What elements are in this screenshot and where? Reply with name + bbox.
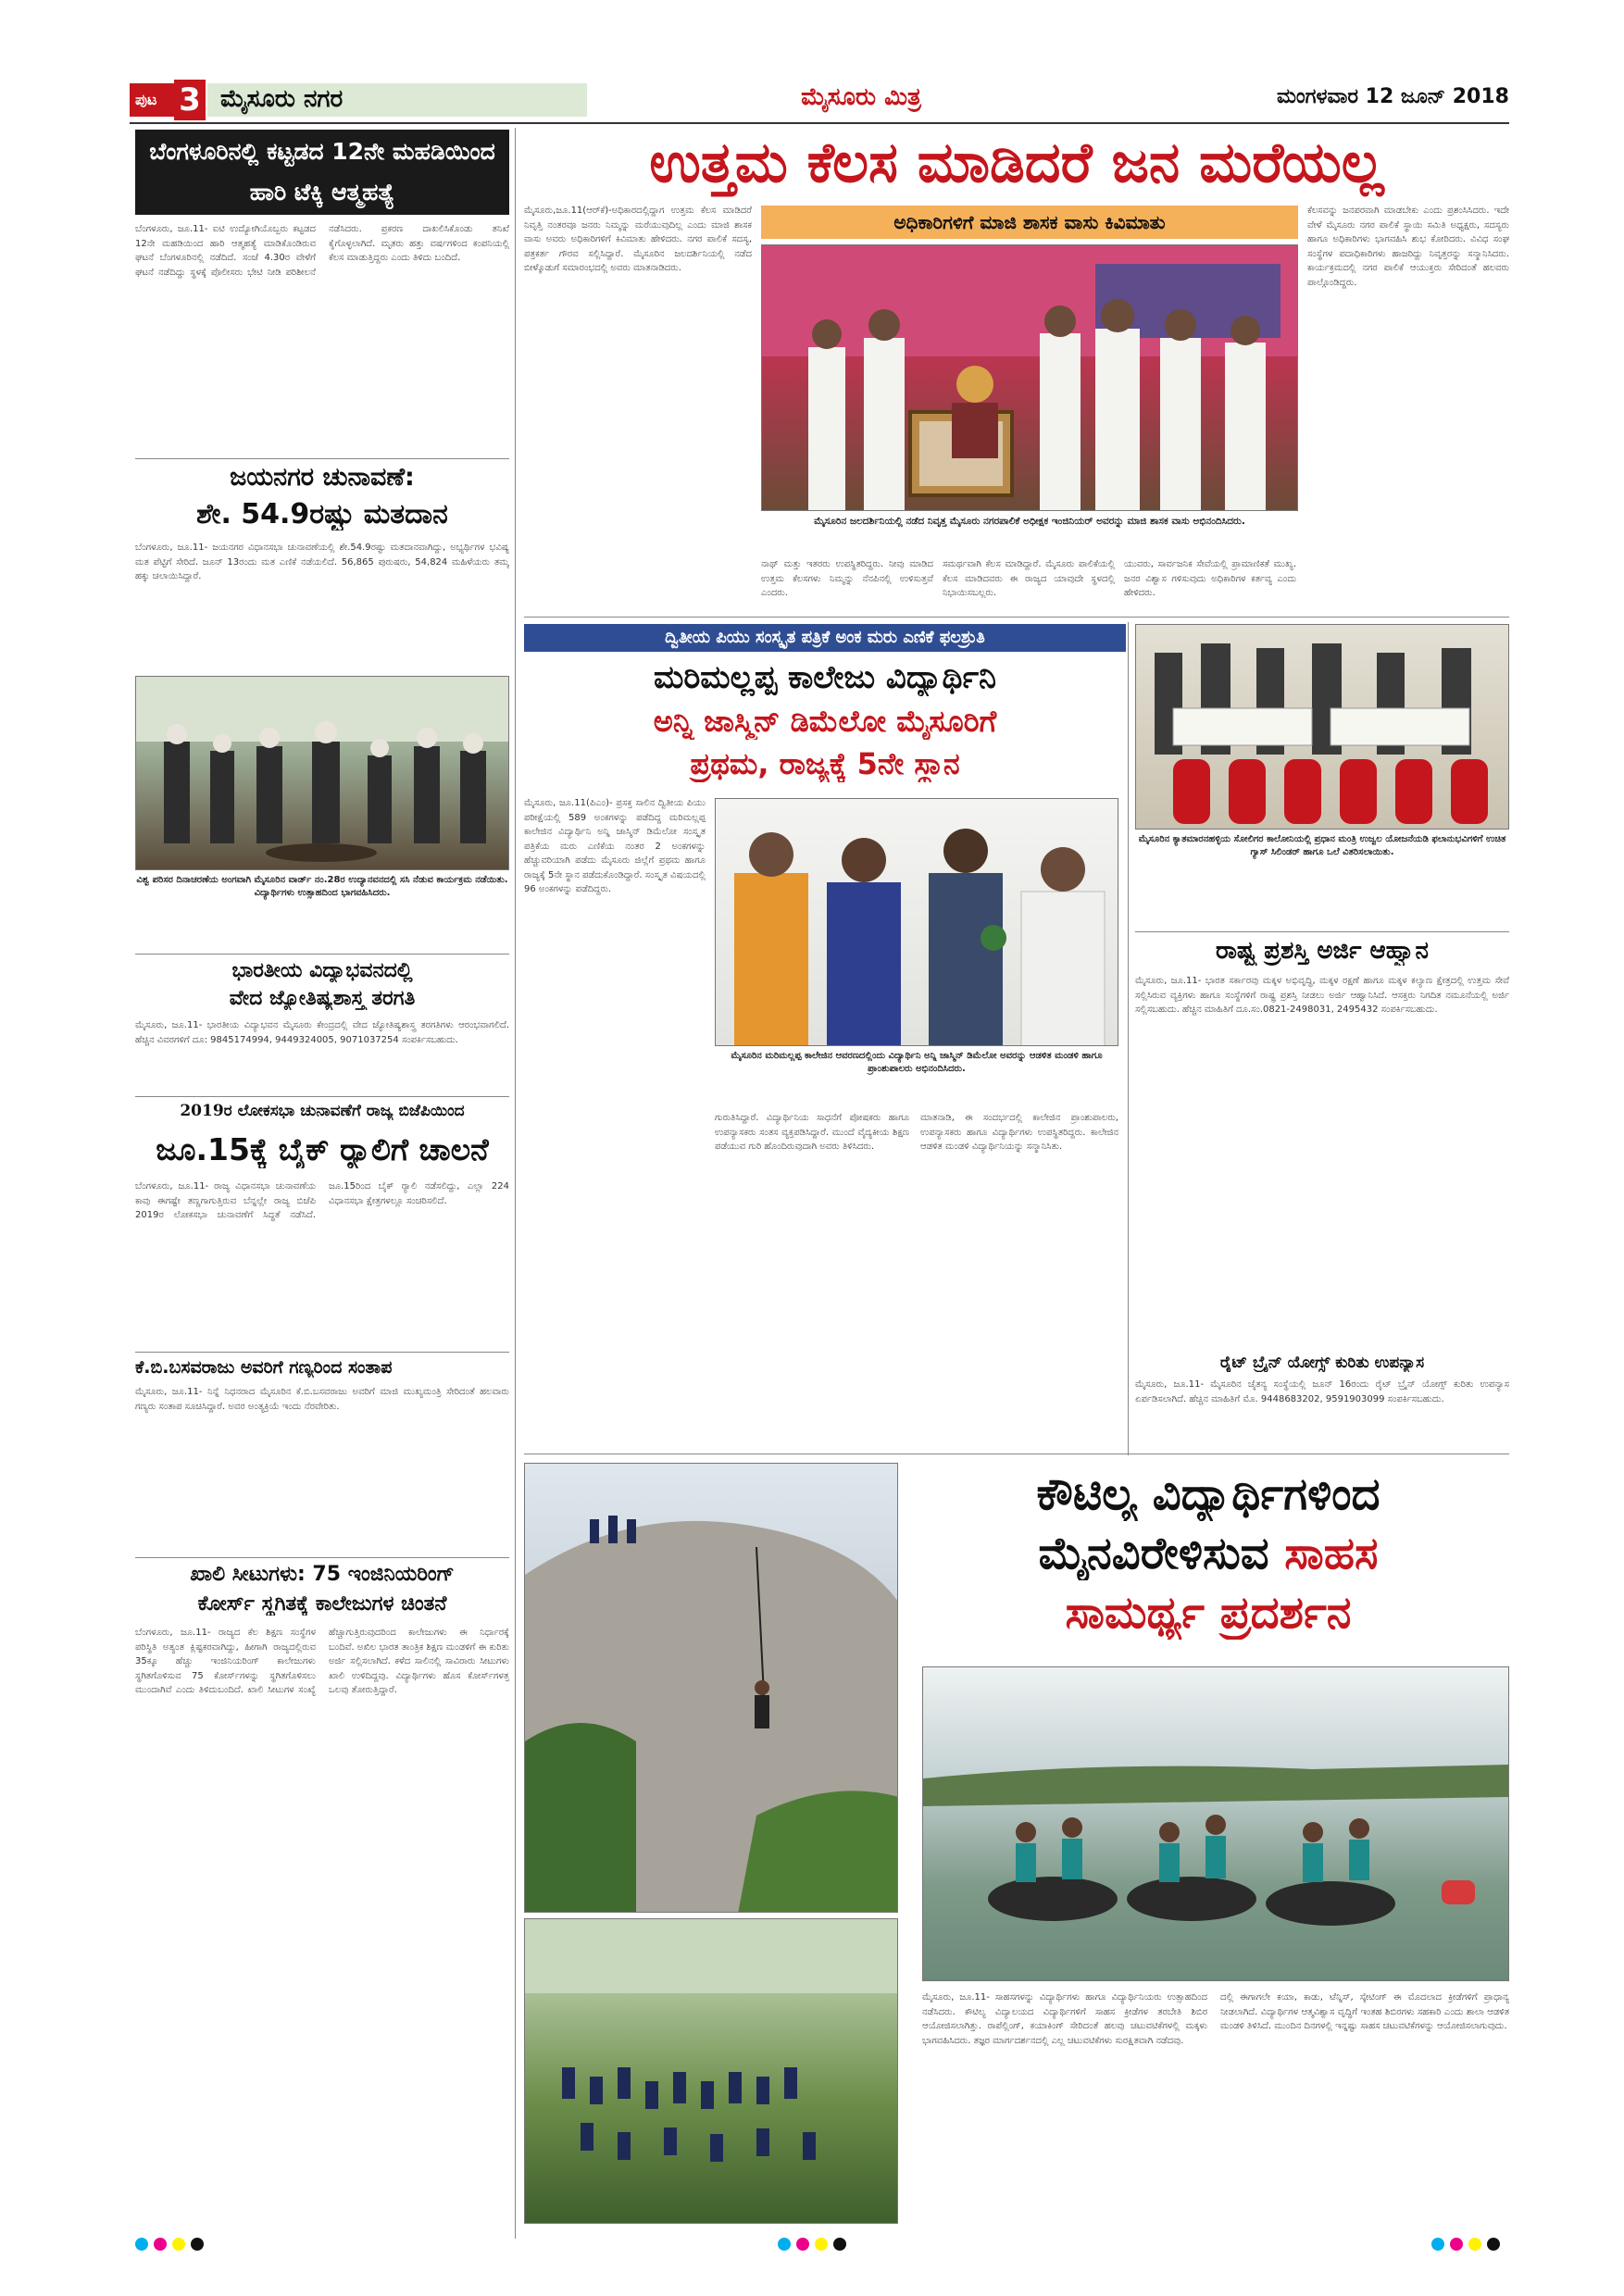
registration-marks-right xyxy=(1431,2237,1524,2255)
story5-rule xyxy=(135,1557,509,1558)
gas-cylinder-caption: ಮೈಸೂರಿನ ಕ್ಯಾತಮಾರನಹಳ್ಳಿಯ ಸೋಲಿಗರ ಕಾಲೋನಿಯಲ್ಲಿ ಪ್ರಧಾನ ಮಂತ್ರಿ ಉಜ್ವಲ ಯೋಜನೆಯಡಿ ಫಲಾನುಭವಿಗಳಿಗೆ ಉಚಿತ ಗ್ಯಾಸ್ ಸಿಲಿಂಡರ್ ಹಾಗೂ ಒಲೆ ವಿತರಿಸಲಾಯಿತು. xyxy=(1138,834,1506,857)
story6-headline-line2: ಕೋರ್ಸ್ ಸ್ಥಗಿತಕ್ಕೆ ಕಾಲೇಜುಗಳ ಚಿಂತನೆ xyxy=(197,1592,447,1616)
tree-planting-caption: ವಿಶ್ವ ಪರಿಸರ ದಿನಾಚರಣೆಯ ಅಂಗವಾಗಿ ಮೈಸೂರಿನ ವಾರ್ಡ್ ನಂ.28ರ ಉದ್ಯಾನವನದಲ್ಲಿ ಸಸಿ ನೆಡುವ ಕಾರ್ಯಕ್ರಮ ನಡೆಯಿತು. ವಿದ್ಯಾರ್ಥಿಗಳು ಉತ್ಸಾಹದಿಂದ ಭಾಗವಹಿಸಿದರು. xyxy=(136,875,508,898)
story2-headline-line2: ಶೇ. 54.9ರಷ್ಟು ಮತದಾನ xyxy=(196,498,448,530)
gas-story-rule xyxy=(1135,931,1509,932)
result-body-right: ಮಾತನಾಡಿ, ಈ ಸಂದರ್ಭದಲ್ಲಿ ಕಾಲೇಜಿನ ಪ್ರಾಂಶುಪಾಲರು, ಉಪನ್ಯಾಸಕರು ಹಾಗೂ ವಿದ್ಯಾರ್ಥಿಗಳು ಉಪಸ್ಥಿತರಿದ್ದರು. ಕಾಲೇಜಿನ ಆಡಳಿತ ಮಂಡಳಿ ವಿದ್ಯಾರ್ಥಿನಿಯನ್ನು ಸನ್ಮಾನಿಸಿತು. xyxy=(920,1113,1118,1152)
award-headline: ರಾಷ್ಟ್ರ ಪ್ರಶಸ್ತಿ ಅರ್ಜಿ ಆಹ್ವಾನ xyxy=(1215,937,1430,965)
story4-body: ಬೆಂಗಳೂರು, ಜೂ.11- ರಾಜ್ಯ ವಿಧಾನಸಭಾ ಚುನಾವಣೆಯ ಕಾವು ಈಗಷ್ಟೇ ತಣ್ಣಗಾಗುತ್ತಿರುವ ಬೆನ್ನಲ್ಲೇ ರಾಜ್ಯ ಬಿಜೆಪಿ 2019ರ ಲೋಕಸಭಾ ಚುನಾವಣೆಗೆ ಸಿದ್ಧತೆ ನಡೆಸಿದೆ. ಜೂ.15ರಿಂದ ಬೈಕ್ ರ‍್ಯಾಲಿ ನಡೆಸಲಿದ್ದು, ಎಲ್ಲಾ 224 ವಿಧಾನಸಭಾ ಕ್ಷೇತ್ರಗಳಲ್ಲೂ ಸಂಚರಿಸಲಿದೆ. xyxy=(135,1181,509,1220)
adventure-headline-line1: ಕೌಟಿಲ್ಯ ವಿದ್ಯಾರ್ಥಿಗಳಿಂದ xyxy=(1036,1468,1380,1520)
main-col4: ಯುವರು, ಸಾರ್ವಜನಿಕ ಸೇವೆಯಲ್ಲಿ ಪ್ರಾಮಾಣಿಕತೆ ಮುಖ್ಯ. ಜನರ ವಿಶ್ವಾಸ ಗಳಿಸುವುದು ಅಧಿಕಾರಿಗಳ ಕರ್ತವ್ಯ ಎಂದು ಹೇಳಿದರು. xyxy=(1124,559,1296,598)
story1-rule xyxy=(135,458,509,459)
story3-rule xyxy=(135,1096,509,1097)
story4-rule xyxy=(135,1352,509,1353)
story2-rule xyxy=(135,954,509,955)
main-story-rule xyxy=(524,617,1509,618)
award-sub-headline: ರೈಟ್ ಬ್ರೈನ್ ಯೋಗ್ಸ್ ಕುರಿತು ಉಪನ್ಯಾಸ xyxy=(1219,1354,1425,1372)
rock-rappelling-illustration xyxy=(525,1464,898,1913)
page-label: ಪುಟ xyxy=(135,91,157,108)
story2-headline-line1: ಜಯನಗರ ಚುನಾವಣೆ: xyxy=(230,463,415,492)
result-body-mid: ಗುರುತಿಸಿದ್ದಾರೆ. ವಿದ್ಯಾರ್ಥಿನಿಯ ಸಾಧನೆಗೆ ಪೋಷಕರು ಹಾಗೂ ಉಪನ್ಯಾಸಕರು ಸಂತಸ ವ್ಯಕ್ತಪಡಿಸಿದ್ದಾರೆ. ಮುಂದೆ ವೈದ್ಯಕೀಯ ಶಿಕ್ಷಣ ಪಡೆಯುವ ಗುರಿ ಹೊಂದಿರುವುದಾಗಿ ಅವರು ತಿಳಿಸಿದರು. xyxy=(715,1113,909,1152)
tree-planting-illustration xyxy=(136,677,509,870)
main-subhead: ಅಧಿಕಾರಿಗಳಿಗೆ ಮಾಜಿ ಶಾಸಕ ವಾಸು ಕಿವಿಮಾತು xyxy=(893,211,1166,233)
story4-headline: ಜೂ.15ಕ್ಕೆ ಬೈಕ್ ರ‍್ಯಾಲಿಗೆ ಚಾಲನೆ xyxy=(156,1131,489,1167)
story1-headline: ಬೆಂಗಳೂರಿನಲ್ಲಿ ಕಟ್ಟಡದ 12ನೇ ಮಹಡಿಯಿಂದ ಹಾರಿ ಟೆಕ್ಕಿ ಆತ್ಮಹತ್ಯೆ xyxy=(135,130,509,215)
student-felicitation-caption: ಮೈಸೂರಿನ ಮರಿಮಲ್ಲಪ್ಪ ಕಾಲೇಜಿನ ಆವರಣದಲ್ಲಿಂದು ವಿದ್ಯಾರ್ಥಿನಿ ಅನ್ನಿ ಜಾಸ್ಮಿನ್ ಡಿಮೆಲೋ ಅವರನ್ನು ಆಡಳಿತ ಮಂಡಳಿ ಹಾಗೂ ಪ್ರಾಂಶುಪಾಲರು ಅಭಿನಂದಿಸಿದರು. xyxy=(731,1051,1103,1074)
section-title: ಮೈಸೂರು ನಗರ xyxy=(220,85,344,113)
student-felicitation-photo xyxy=(715,798,1118,1046)
main-subhead-bar xyxy=(761,206,1298,239)
result-headline-line1: ಮರಿಮಲ್ಲಪ್ಪ ಕಾಲೇಜು ವಿದ್ಯಾರ್ಥಿನಿ xyxy=(654,659,996,696)
award-sub-body: ಮೈಸೂರು, ಜೂ.11- ಮೈಸೂರಿನ ಚೈತನ್ಯ ಸಂಸ್ಥೆಯಲ್ಲಿ ಜೂನ್ 16ರಂದು ರೈಟ್ ಬ್ರೈನ್ ಯೋಗ್ಸ್ ಕುರಿತು ಉಪನ್ಯಾಸ ಏರ್ಪಡಿಸಲಾಗಿದೆ. ಹೆಚ್ಚಿನ ಮಾಹಿತಿಗೆ ಮೊ. 9448683202, 9591903099 ಸಂಪರ್ಕಿಸಬಹುದು. xyxy=(1135,1379,1509,1404)
adventure-headline-line2 xyxy=(907,1528,1509,1580)
story3-headline-line2: ವೇದ ಜ್ಯೋತಿಷ್ಯಶಾಸ್ತ್ರ ತರಗತಿ xyxy=(229,987,416,1010)
adventure-body-left: ಮೈಸೂರು, ಜೂ.11- ಸಾಹಸಗಳನ್ನು ವಿದ್ಯಾರ್ಥಿಗಳು ಹಾಗೂ ವಿದ್ಯಾರ್ಥಿನಿಯರು ಉತ್ಸಾಹದಿಂದ ನಡೆಸಿದರು. ಕೌಟಿಲ್ಯ ವಿದ್ಯಾಲಯದ ವಿದ್ಯಾರ್ಥಿಗಳಿಗೆ ಸಾಹಸ ಕ್ರೀಡೆಗಳ ತರಬೇತಿ ಶಿಬಿರ ಆಯೋಜಿಸಲಾಗಿತ್ತು. ರಾಪೆಲ್ಲಿಂಗ್, ಕಯಾಕಿಂಗ್ ಸೇರಿದಂತೆ ಹಲವು ಚಟುವಟಿಕೆಗಳಲ್ಲಿ ಮಕ್ಕಳು ಭಾಗವಹಿಸಿದರು. ತಜ್ಞರ ಮಾರ್ಗದರ್ಶನದಲ್ಲಿ ಎಲ್ಲ ಚಟುವಟಿಕೆಗಳು ಸುರಕ್ಷಿತವಾಗಿ ನಡೆದವು. xyxy=(922,1992,1207,2046)
registration-marks-left xyxy=(135,2237,228,2255)
story4-kicker: 2019ರ ಲೋಕಸಭಾ ಚುನಾವಣೆಗೆ ರಾಜ್ಯ ಬಿಜೆಪಿಯಿಂದ xyxy=(180,1102,465,1120)
story3-body: ಮೈಸೂರು, ಜೂ.11- ಭಾರತೀಯ ವಿದ್ಯಾಭವನ ಮೈಸೂರು ಕೇಂದ್ರದಲ್ಲಿ ವೇದ ಜ್ಯೋತಿಷ್ಯಶಾಸ್ತ್ರ ತರಗತಿಗಳು ಆರಂಭವಾಗಲಿದೆ. ಹೆಚ್ಚಿನ ವಿವರಗಳಿಗೆ ದೂ: 9845174994, 9449324005, 9071037254 ಸಂಪರ್ಕಿಸಬಹುದು. xyxy=(135,1020,509,1045)
felicitation-illustration xyxy=(762,245,1298,511)
award-body: ಮೈಸೂರು, ಜೂ.11- ಭಾರತ ಸರ್ಕಾರವು ಮಕ್ಕಳ ಅಭಿವೃದ್ಧಿ, ಮಕ್ಕಳ ರಕ್ಷಣೆ ಹಾಗೂ ಮಕ್ಕಳ ಕಲ್ಯಾಣ ಕ್ಷೇತ್ರದಲ್ಲಿ ಉತ್ತಮ ಸೇವೆ ಸಲ್ಲಿಸಿರುವ ವ್ಯಕ್ತಿಗಳು ಹಾಗೂ ಸಂಸ್ಥೆಗಳಿಗೆ ರಾಷ್ಟ್ರ ಪ್ರಶಸ್ತಿ ನೀಡಲು ಅರ್ಜಿ ಆಹ್ವಾನಿಸಿದೆ. ಆಸಕ್ತರು ನಿಗದಿತ ನಮೂನೆಯಲ್ಲಿ ಅರ್ಜಿ ಸಲ್ಲಿಸಬಹುದು. ಹೆಚ್ಚಿನ ಮಾಹಿತಿಗೆ ದೂ.ಸಂ.0821-2498031, 2495432 ಸಂಪರ್ಕಿಸಬಹುದು. xyxy=(1135,976,1509,1015)
felicitation-caption: ಮೈಸೂರಿನ ಜಲದರ್ಶಿನಿಯಲ್ಲಿ ನಡೆದ ನಿವೃತ್ತ ಮೈಸೂರು ನಗರಪಾಲಿಕೆ ಅಧೀಕ್ಷಕ ಇಂಜಿನಿಯರ್ ಅವರನ್ನು ಮಾಜಿ ಶಾಸಕ ವಾಸು ಅಭಿನಂದಿಸಿದರು. xyxy=(814,516,1245,527)
story6-headline-line1: ಖಾಲಿ ಸೀಟುಗಳು: 75 ಇಂಜಿನಿಯರಿಂಗ್ xyxy=(190,1563,455,1586)
adventure-headline-line2a: ಮೈನವಿರೇಳಿಸುವ xyxy=(1038,1528,1269,1579)
story5-headline: ಕೆ.ಬಿ.ಬಸವರಾಜು ಅವರಿಗೆ ಗಣ್ಯರಿಂದ ಸಂತಾಪ xyxy=(135,1357,393,1378)
result-headline-line2: ಅನ್ನಿ ಜಾಸ್ಮಿನ್ ಡಿಮೆಲೋ ಮೈಸೂರಿಗೆ xyxy=(653,704,997,739)
adventure-headline-line2b: ಸಾಹಸ xyxy=(1284,1528,1379,1579)
left-column-divider xyxy=(515,128,516,2239)
main-right-col: ಕೆಲಸವನ್ನು ಜನಪರವಾಗಿ ಮಾಡಬೇಕು ಎಂದು ಪ್ರಶಂಸಿಸಿದರು. ಇದೇ ವೇಳೆ ಮೈಸೂರು ನಗರ ಪಾಲಿಕೆ ಸ್ಥಾಯಿ ಸಮಿತಿ ಅಧ್ಯಕ್ಷರು, ಸದಸ್ಯರು ಹಾಗೂ ಅಧಿಕಾರಿಗಳು ಭಾಗವಹಿಸಿ ಶುಭ ಕೋರಿದರು. ವಿವಿಧ ಸಂಘ ಸಂಸ್ಥೆಗಳ ಪದಾಧಿಕಾರಿಗಳು ಹಾಜರಿದ್ದು ನಿವೃತ್ತರನ್ನು ಸನ್ಮಾನಿಸಿದರು. ಕಾರ್ಯಕ್ರಮದಲ್ಲಿ ನಗರ ಪಾಲಿಕೆ ಆಯುಕ್ತರು ಸೇರಿದಂತೆ ಹಲವರು ಪಾಲ್ಗೊಂಡಿದ್ದರು. xyxy=(1307,206,1509,288)
adventure-body-right: ದಲ್ಲಿ ಈಗಾಗಲೇ ಕಯಾ, ಕಾಡು, ಟೆನ್ನಿಸ್, ಸ್ಕೇಟಿಂಗ್ ಈ ಮೊದಲಾದ ಕ್ರೀಡೆಗಳಿಗೆ ಪ್ರಾಧಾನ್ಯ ನೀಡಲಾಗಿದೆ. ವಿದ್ಯಾರ್ಥಿಗಳ ಆತ್ಮವಿಶ್ವಾಸ ವೃದ್ಧಿಗೆ ಇಂತಹ ಶಿಬಿರಗಳು ಸಹಕಾರಿ ಎಂದು ಶಾಲಾ ಆಡಳಿತ ಮಂಡಳಿ ತಿಳಿಸಿದೆ. ಮುಂದಿನ ದಿನಗಳಲ್ಲಿ ಇನ್ನಷ್ಟು ಸಾಹಸ ಚಟುವಟಿಕೆಗಳನ್ನು ಆಯೋಜಿಸಲಾಗುವುದು. xyxy=(1220,1992,1509,2031)
kayaking-photo xyxy=(922,1666,1509,1981)
story1-body: ಬೆಂಗಳೂರು, ಜೂ.11- ಐಟಿ ಉದ್ಯೋಗಿಯೊಬ್ಬರು ಕಟ್ಟಡದ 12ನೇ ಮಹಡಿಯಿಂದ ಹಾರಿ ಆತ್ಮಹತ್ಯೆ ಮಾಡಿಕೊಂಡಿರುವ ಘಟನೆ ಬೆಂಗಳೂರಿನಲ್ಲಿ ನಡೆದಿದೆ. ಸಂಜೆ 4.30ರ ವೇಳೆಗೆ ಘಟನೆ ನಡೆದಿದ್ದು ಸ್ಥಳಕ್ಕೆ ಪೊಲೀಸರು ಭೇಟಿ ನೀಡಿ ಪರಿಶೀಲನೆ ನಡೆಸಿದರು. ಪ್ರಕರಣ ದಾಖಲಿಸಿಕೊಂಡು ತನಿಖೆ ಕೈಗೊಳ್ಳಲಾಗಿದೆ. ಮೃತರು ಹತ್ತು ವರ್ಷಗಳಿಂದ ಕಂಪನಿಯಲ್ಲಿ ಕೆಲಸ ಮಾಡುತ್ತಿದ್ದರು ಎಂದು ತಿಳಿದು ಬಂದಿದೆ. xyxy=(135,224,509,278)
story5-body: ಮೈಸೂರು, ಜೂ.11- ನಿನ್ನೆ ನಿಧನರಾದ ಮೈಸೂರಿನ ಕೆ.ಬಿ.ಬಸವರಾಜು ಅವರಿಗೆ ಮಾಜಿ ಮುಖ್ಯಮಂತ್ರಿ ಸೇರಿದಂತೆ ಹಲವಾರು ಗಣ್ಯರು ಸಂತಾಪ ಸೂಚಿಸಿದ್ದಾರೆ. ಅವರ ಅಂತ್ಯಕ್ರಿಯೆ ಇಂದು ನೆರವೇರಿತು. xyxy=(135,1387,509,1412)
result-banner-bar xyxy=(524,624,1126,652)
adventure-headline-line3: ಸಾಮರ್ಥ್ಯ ಪ್ರದರ್ಶನ xyxy=(1065,1587,1352,1639)
registration-marks-center xyxy=(778,2237,870,2255)
story6-body: ಬೆಂಗಳೂರು, ಜೂ.11- ರಾಜ್ಯದ ಕೆಲ ಶಿಕ್ಷಣ ಸಂಸ್ಥೆಗಳ ಪರಿಸ್ಥಿತಿ ಅತ್ಯಂತ ಕ್ಲಿಷ್ಟಕರವಾಗಿದ್ದು, ಹೀಗಾಗಿ ರಾಜ್ಯದಲ್ಲಿರುವ 35ಕ್ಕೂ ಹೆಚ್ಚು ಇಂಜಿನಿಯರಿಂಗ್ ಕಾಲೇಜುಗಳು ಸ್ಥಗಿತಗೊಳಿಸುವ 75 ಕೋರ್ಸ್‌ಗಳನ್ನು ಸ್ಥಗಿತಗೊಳಿಸಲು ಮುಂದಾಗಿವೆ ಎಂದು ತಿಳಿದುಬಂದಿದೆ. ಖಾಲಿ ಸೀಟುಗಳ ಸಂಖ್ಯೆ ಹೆಚ್ಚಾಗುತ್ತಿರುವುದರಿಂದ ಕಾಲೇಜುಗಳು ಈ ನಿರ್ಧಾರಕ್ಕೆ ಬಂದಿವೆ. ಅಖಿಲ ಭಾರತ ತಾಂತ್ರಿಕ ಶಿಕ್ಷಣ ಮಂಡಳಿಗೆ ಈ ಕುರಿತು ಅರ್ಜಿ ಸಲ್ಲಿಸಲಾಗಿದೆ. ಕಳೆದ ಸಾಲಿನಲ್ಲಿ ಸಾವಿರಾರು ಸೀಟುಗಳು ಖಾಲಿ ಉಳಿದಿದ್ದವು. ವಿದ್ಯಾರ್ಥಿಗಳು ಹೊಸ ಕೋರ್ಸ್‌ಗಳತ್ತ ಒಲವು ತೋರುತ್ತಿದ್ದಾರೆ. xyxy=(135,1628,509,1695)
main-headline: ಉತ್ತಮ ಕೆಲಸ ಮಾಡಿದರೆ ಜನ ಮರೆಯಲ್ಲ xyxy=(649,131,1384,195)
result-headline-line3: ಪ್ರಥಮ, ರಾಜ್ಯಕ್ಕೆ 5ನೇ ಸ್ಥಾನ xyxy=(690,746,960,781)
result-body-left: ಮೈಸೂರು, ಜೂ.11(ಪಿಎಂ)- ಪ್ರಸಕ್ತ ಸಾಲಿನ ದ್ವಿತೀಯ ಪಿಯು ಪರೀಕ್ಷೆಯಲ್ಲಿ 589 ಅಂಕಗಳನ್ನು ಪಡೆದಿದ್ದ ಮರಿಮಲ್ಲಪ್ಪ ಕಾಲೇಜಿನ ವಿದ್ಯಾರ್ಥಿನಿ ಅನ್ನಿ ಜಾಸ್ಮಿನ್ ಡಿಮೆಲೋ ಸಂಸ್ಕೃತ ಪತ್ರಿಕೆಯ ಮರು ಎಣಿಕೆಯ ನಂತರ 2 ಅಂಕಗಳನ್ನು ಹೆಚ್ಚುವರಿಯಾಗಿ ಪಡೆದು ಮೈಸೂರು ಜಿಲ್ಲೆಗೆ ಪ್ರಥಮ ಹಾಗೂ ರಾಜ್ಯಕ್ಕೆ 5ನೇ ಸ್ಥಾನ ಪಡೆದುಕೊಂಡಿದ್ದಾರೆ. ಸಂಸ್ಕೃತ ವಿಷಯದಲ್ಲಿ 96 ಅಂಕಗಳನ್ನು ಪಡೆದಿದ್ದರು. xyxy=(524,798,706,894)
issue-date: ಮಂಗಳವಾರ 12 ಜೂನ್ 2018 xyxy=(1276,85,1509,108)
masthead xyxy=(130,80,1509,120)
student-felicitation-illustration xyxy=(716,799,1118,1046)
result-right-divider xyxy=(1128,622,1129,1455)
gas-cylinder-photo xyxy=(1135,624,1509,830)
paper-name: ಮೈಸೂರು ಮಿತ್ರ xyxy=(801,83,921,111)
students-group-photo xyxy=(524,1918,898,2224)
masthead-rule xyxy=(130,122,1509,124)
page-number: 3 xyxy=(174,80,206,120)
felicitation-photo xyxy=(761,244,1298,511)
main-dateline: ಮೈಸೂರು,ಜೂ.11(ಆರ್‌ಕೆ)-ಅಧಿಕಾರದಲ್ಲಿದ್ದಾಗ ಉತ್ತಮ ಕೆಲಸ ಮಾಡಿದರೆ ನಿವೃತ್ತಿ ನಂತರವೂ ಜನರು ನಿಮ್ಮನ್ನು ಮರೆಯುವುದಿಲ್ಲ ಎಂದು ಮಾಜಿ ಶಾಸಕ ವಾಸು ಅವರು ಅಧಿಕಾರಿಗಳಿಗೆ ಕಿವಿಮಾತು ಹೇಳಿದರು. ನಗರ ಪಾಲಿಕೆ ಸದಸ್ಯ, ಪತ್ರಕರ್ತ ಗೌರವ ಸಲ್ಲಿಸಿದ್ದಾರೆ. ಮೈಸೂರಿನ ಜಲದರ್ಶಿನಿಯಲ್ಲಿ ನಡೆದ ಬೀಳ್ಕೊಡುಗೆ ಸಮಾರಂಭದಲ್ಲಿ ಅವರು ಮಾತನಾಡಿದರು. xyxy=(524,206,752,273)
result-banner: ದ್ವಿತೀಯ ಪಿಯು ಸಂಸ್ಕೃತ ಪತ್ರಿಕೆ ಅಂಕ ಮರು ಎಣಿಕೆ ಫಲಶ್ರುತಿ xyxy=(665,628,985,647)
main-col3: ಸಮರ್ಥವಾಗಿ ಕೆಲಸ ಮಾಡಿದ್ದಾರೆ. ಮೈಸೂರು ಪಾಲಿಕೆಯಲ್ಲಿ ಕೆಲಸ ಮಾಡಿದವರು ಈ ರಾಜ್ಯದ ಯಾವುದೇ ಸ್ಥಳದಲ್ಲಿ ನಿಭಾಯಿಸಬಲ್ಲರು. xyxy=(943,559,1115,598)
gas-cylinder-illustration xyxy=(1136,625,1509,830)
section-title-bar xyxy=(207,83,587,117)
rock-rappelling-photo xyxy=(524,1463,898,1913)
main-col2: ನಾಥ್ ಮತ್ತು ಇತರರು ಉಪಸ್ಥಿತರಿದ್ದರು. ನೀವು ಮಾಡಿದ ಉತ್ತಮ ಕೆಲಸಗಳು ನಿಮ್ಮನ್ನು ನೆನಪಿನಲ್ಲಿ ಉಳಿಸುತ್ತವೆ ಎಂದರು. xyxy=(761,559,933,598)
story2-body: ಬೆಂಗಳೂರು, ಜೂ.11- ಜಯನಗರ ವಿಧಾನಸಭಾ ಚುನಾವಣೆಯಲ್ಲಿ ಶೇ.54.9ರಷ್ಟು ಮತದಾನವಾಗಿದ್ದು, ಅಭ್ಯರ್ಥಿಗಳ ಭವಿಷ್ಯ ಮತ ಪೆಟ್ಟಿಗೆ ಸೇರಿದೆ. ಜೂನ್ 13ರಂದು ಮತ ಎಣಿಕೆ ನಡೆಯಲಿದೆ. 56,865 ಪುರುಷರು, 54,824 ಮಹಿಳೆಯರು ತಮ್ಮ ಹಕ್ಕು ಚಲಾಯಿಸಿದ್ದಾರೆ. xyxy=(135,543,509,581)
kayaking-illustration xyxy=(923,1667,1509,1981)
students-group-illustration xyxy=(525,1919,898,2224)
story3-headline-line1: ಭಾರತೀಯ ವಿದ್ಯಾಭವನದಲ್ಲಿ xyxy=(231,959,413,982)
tree-planting-photo xyxy=(135,676,509,870)
